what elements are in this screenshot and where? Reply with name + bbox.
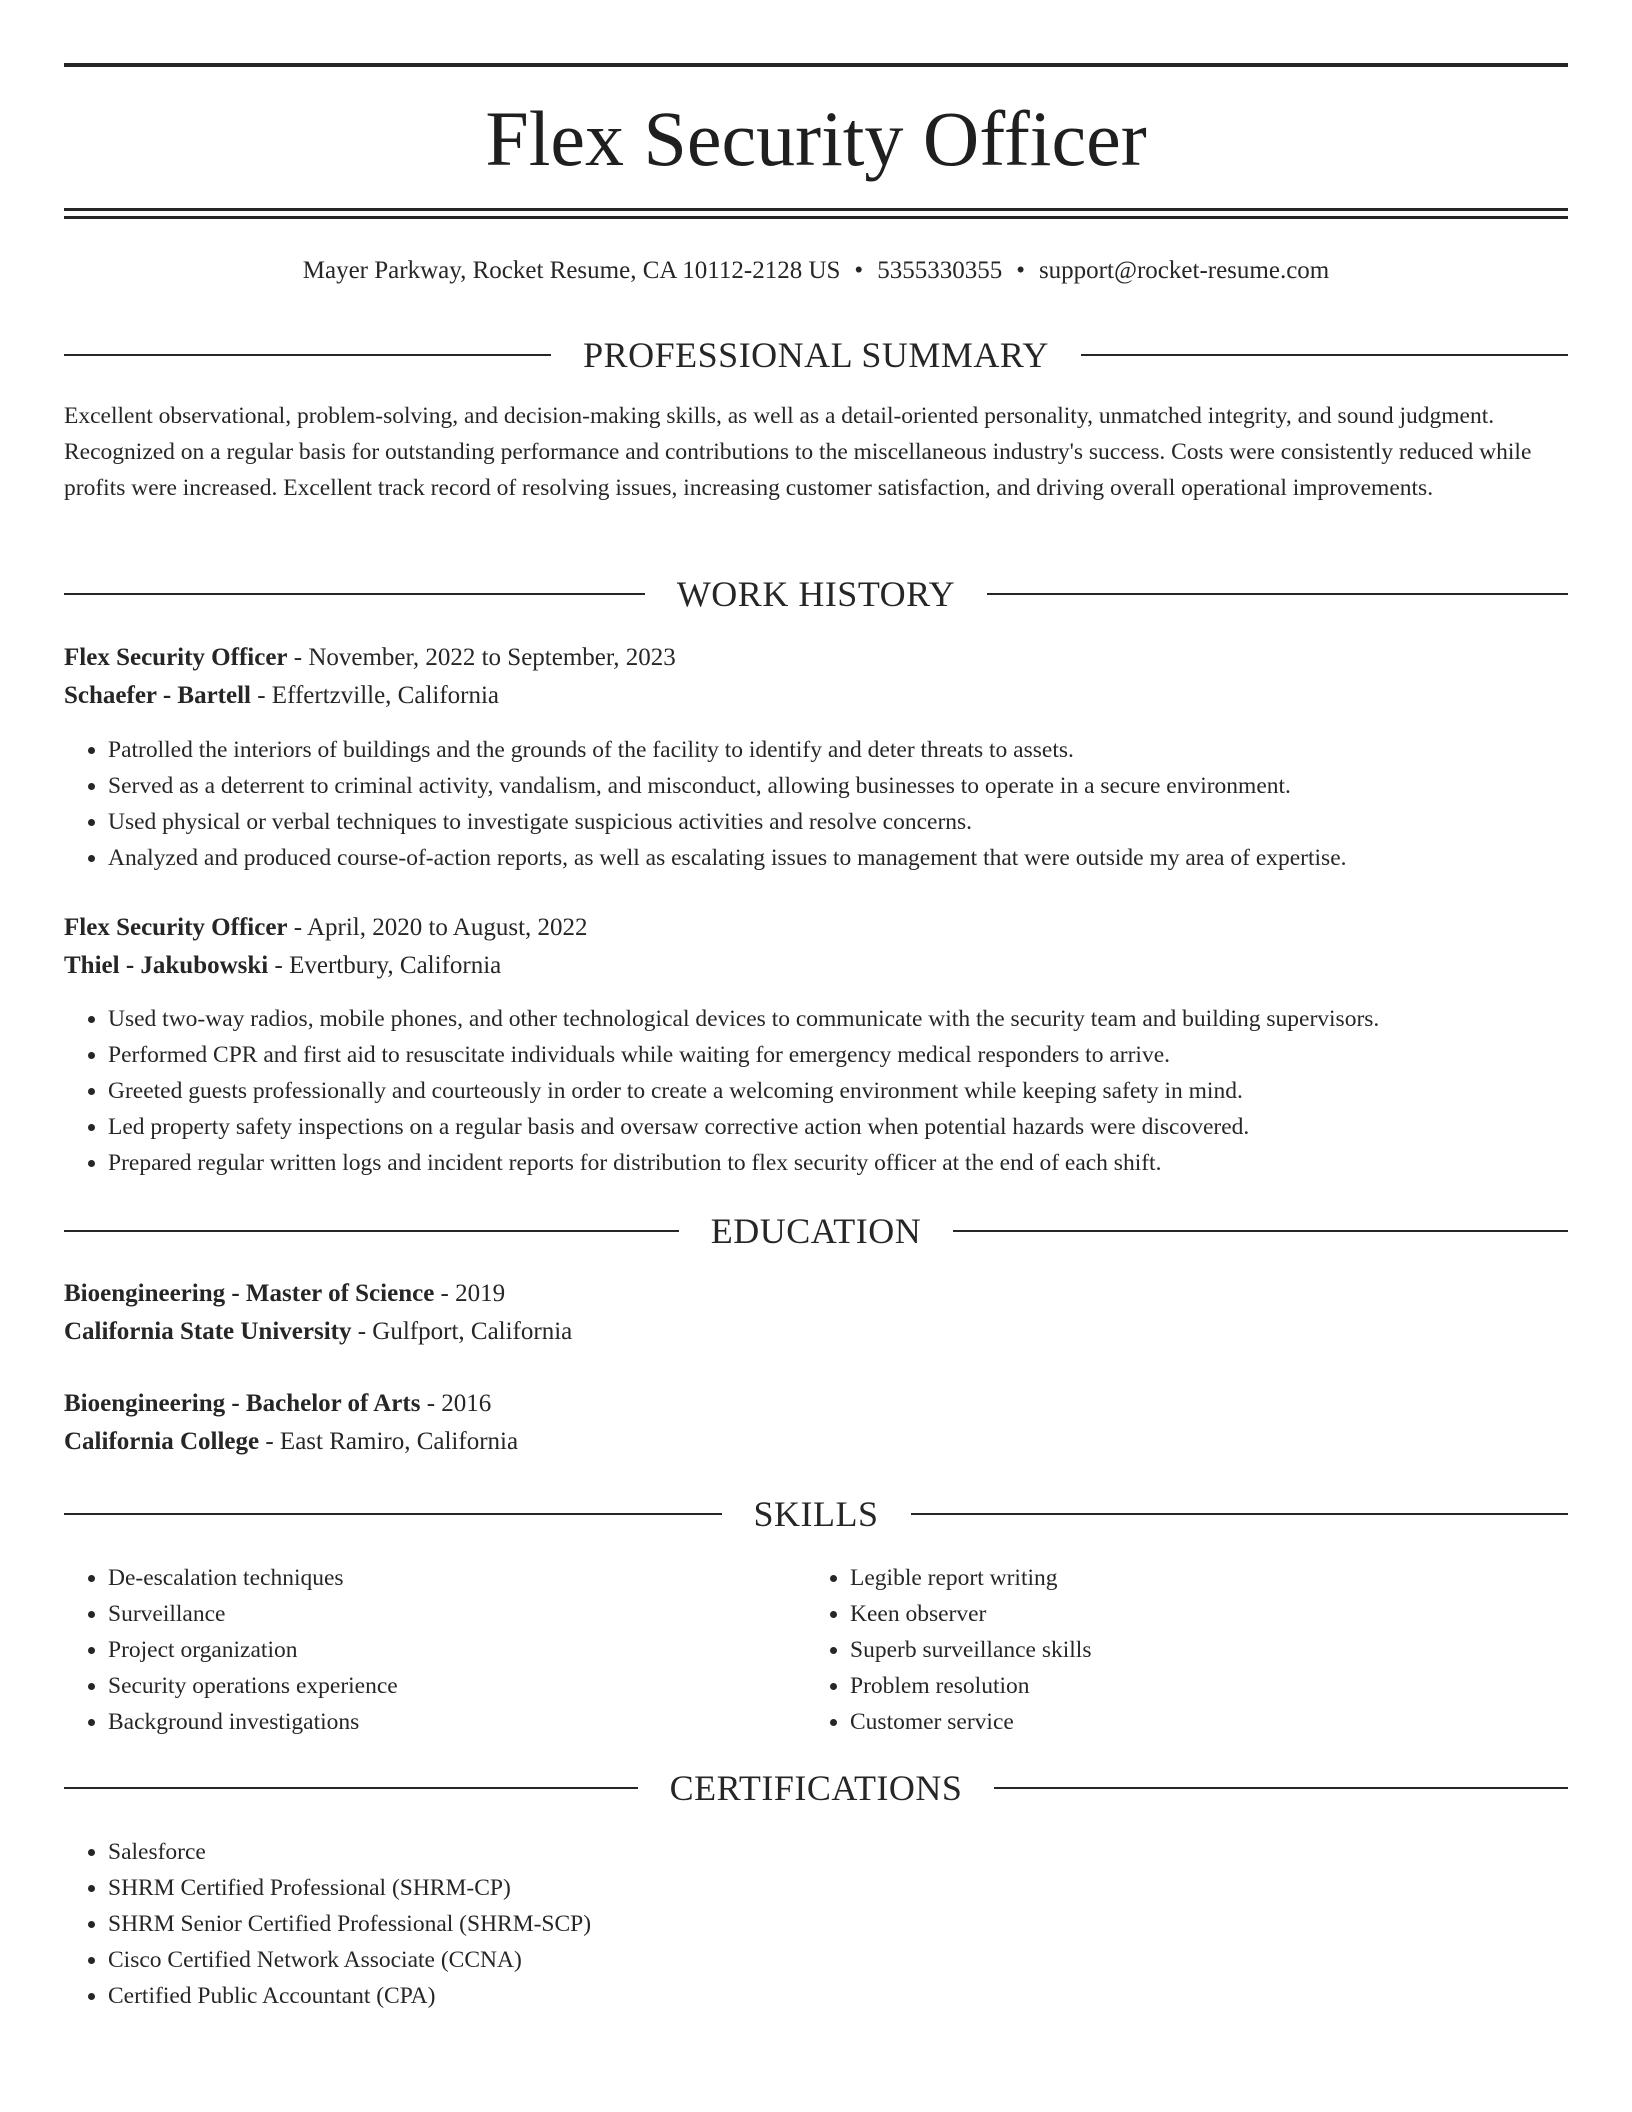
education-1-location: - Gulfport, California: [351, 1318, 573, 1345]
skill-item: • Security operations experience: [108, 1668, 808, 1704]
certification-item: • Certified Public Accountant (CPA): [108, 1978, 591, 2014]
skill-item: • Legible report writing: [850, 1560, 1550, 1596]
section-header-summary: [64, 333, 1568, 377]
section-rule: [64, 1513, 722, 1515]
job-1-title-line: [64, 640, 676, 676]
job-bullet: • Analyzed and produced course-of-action reports, as well as escalating issues to management that were outside my area of expertise.: [108, 840, 1347, 876]
certifications-list: [64, 1834, 591, 2014]
skill-item: • Background investigations: [108, 1704, 808, 1740]
contact-email: support@rocket-resume.com: [1038, 257, 1330, 284]
section-title-summary: PROFESSIONAL SUMMARY: [583, 335, 1049, 375]
skill-item: • Superb surveillance skills: [850, 1632, 1550, 1668]
summary-text: Excellent observational, problem-solving, and decision-making skills, as well as a detail-oriented personality, unmatched integrity, and sound judgment. Recognized on a regular basis for outstanding performance and contributions to the miscellaneous industry's success. Costs were consistently reduced while profits were increased. Excellent track record of resolving issues, increasing customer satisfaction, and driving overall operational improvements.: [64, 403, 1532, 501]
job-2-company-line: [64, 948, 501, 984]
job-2-dates: - April, 2020 to August, 2022: [287, 914, 588, 941]
certification-item: • SHRM Certified Professional (SHRM-CP): [108, 1870, 591, 1906]
section-rule: [64, 1230, 679, 1232]
job-bullet: • Patrolled the interiors of buildings and the grounds of the facility to identify and deter threats to assets.: [108, 732, 1347, 768]
job-bullet: • Used two-way radios, mobile phones, and other technological devices to communicate with the security team and building supervisors.: [108, 1001, 1379, 1037]
education-2-school: California College: [64, 1428, 260, 1455]
job-bullet: • Performed CPR and first aid to resuscitate individuals while waiting for emergency medical responders to arrive.: [108, 1037, 1379, 1073]
section-rule: [911, 1513, 1569, 1515]
section-header-work: [64, 572, 1568, 616]
education-1-year: - 2019: [434, 1280, 506, 1307]
section-title-education: EDUCATION: [710, 1211, 922, 1251]
job-1-company: Schaefer - Bartell: [64, 682, 251, 709]
skill-item: • Customer service: [850, 1704, 1550, 1740]
job-1-location: - Effertzville, California: [250, 682, 500, 709]
section-title-certifications: CERTIFICATIONS: [669, 1768, 963, 1808]
skill-item: • De-escalation techniques: [108, 1560, 808, 1596]
job-2-title: Flex Security Officer: [64, 914, 288, 941]
section-rule: [1081, 354, 1568, 356]
job-2-title-line: [64, 910, 588, 946]
education-2-degree: Bioengineering - Bachelor of Arts: [64, 1390, 421, 1417]
skill-item: • Surveillance: [108, 1596, 808, 1632]
job-1-title: Flex Security Officer: [64, 644, 288, 671]
job-1-bullets: [64, 732, 1347, 876]
job-bullet: • Greeted guests professionally and courteously in order to create a welcoming environment while keeping safety in mind.: [108, 1073, 1379, 1109]
section-rule: [64, 354, 551, 356]
job-bullet: • Prepared regular written logs and incident reports for distribution to flex security officer at the end of each shift.: [108, 1145, 1379, 1181]
skills-list-left: [64, 1560, 808, 1740]
education-2-year: - 2016: [420, 1390, 492, 1417]
education-1-degree-line: [64, 1276, 505, 1312]
section-title-skills: SKILLS: [753, 1494, 879, 1534]
section-rule: [64, 593, 645, 595]
section-rule: [64, 1787, 638, 1789]
skill-item: • Keen observer: [850, 1596, 1550, 1632]
header-bottom-rule-1: [64, 208, 1568, 211]
section-rule: [987, 593, 1568, 595]
education-2-school-line: [64, 1424, 518, 1460]
section-title-work: WORK HISTORY: [676, 574, 956, 614]
job-bullet: • Led property safety inspections on a regular basis and oversaw corrective action when potential hazards were discovered.: [108, 1109, 1379, 1145]
section-rule: [994, 1787, 1568, 1789]
skill-item: • Project organization: [108, 1632, 808, 1668]
contact-address: Mayer Parkway, Rocket Resume, CA 10112-2128 US: [302, 257, 841, 284]
education-2-degree-line: [64, 1386, 491, 1422]
candidate-name: Flex Security Officer: [485, 95, 1147, 182]
job-2-company: Thiel - Jakubowski: [64, 952, 269, 979]
certification-item: • Salesforce: [108, 1834, 591, 1870]
education-1-school-line: [64, 1314, 572, 1350]
education-1-school: California State University: [64, 1318, 352, 1345]
skill-item: • Problem resolution: [850, 1668, 1550, 1704]
header-bottom-rule-2: [64, 216, 1568, 219]
job-1-dates: - November, 2022 to September, 2023: [287, 644, 676, 671]
contact-separator: •: [1016, 257, 1025, 284]
header-top-rule: [64, 63, 1568, 67]
certification-item: • SHRM Senior Certified Professional (SHRM-SCP): [108, 1906, 591, 1942]
section-header-skills: [64, 1492, 1568, 1536]
section-rule: [953, 1230, 1568, 1232]
certification-item: • Cisco Certified Network Associate (CCNA): [108, 1942, 591, 1978]
education-2-location: - East Ramiro, California: [259, 1428, 519, 1455]
section-header-certifications: [64, 1766, 1568, 1810]
job-bullet: • Served as a deterrent to criminal activity, vandalism, and misconduct, allowing businesses to operate in a secure environment.: [108, 768, 1347, 804]
education-1-degree: Bioengineering - Master of Science: [64, 1280, 435, 1307]
skills-list-right: [806, 1560, 1550, 1740]
contact-line: [64, 254, 1568, 288]
job-bullet: • Used physical or verbal techniques to investigate suspicious activities and resolve concerns.: [108, 804, 1347, 840]
job-1-company-line: [64, 678, 499, 714]
job-2-location: - Evertbury, California: [268, 952, 502, 979]
section-header-education: [64, 1209, 1568, 1253]
contact-separator: •: [854, 257, 864, 284]
job-2-bullets: [64, 1001, 1379, 1181]
contact-phone: 5355330355: [877, 257, 1003, 284]
